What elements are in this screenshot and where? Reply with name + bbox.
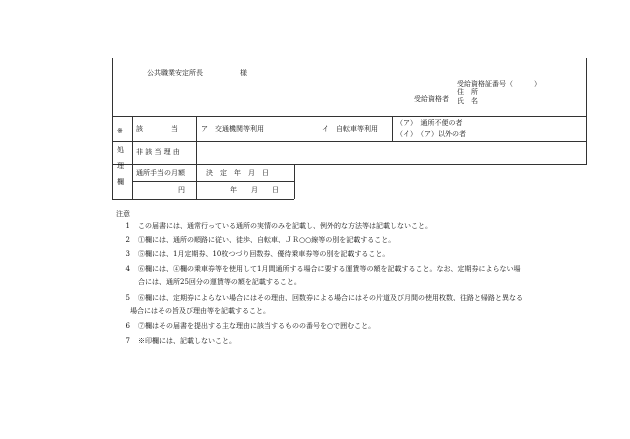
choice-a: （ア） 通所不便の者: [396, 119, 463, 127]
processing-char-3: 欄: [117, 178, 124, 186]
note-item: 2 ①欄には、通所の順路に従い、徒歩、自転車、ＪＲ○○線等の別を記載すること。: [125, 236, 396, 244]
note-item: 3 ⑤欄には、1月定期券、10枚つづり回数券、優待乗車券等の別を記載すること。: [125, 250, 390, 258]
note-continuation: 合には、通所25回分の運賃等の額を記載すること。: [138, 278, 301, 286]
non-applicable-reason-label: 非 該 当 理 由: [136, 148, 180, 156]
monthly-allowance-label: 通所手当の月額: [136, 169, 185, 177]
note-item: 6 ⑦欄はその届書を提出する主な理由に該当するものの番号を○で囲むこと。: [125, 322, 376, 330]
note-item: 1 この届書には、通常行っている通所の実情のみを記載し、例外的な方法等は記載しないこと。: [125, 222, 432, 230]
choice-i: （イ） （ア）以外の者: [396, 130, 466, 138]
applicant-section-label: 受給資格者: [414, 95, 449, 103]
note-item: 5 ⑥欄には、定期券によらない場合にはその理由、回数券による場合にはその片道及び月間の使用枚数、往路と帰路と異なる: [125, 294, 523, 302]
applicable-label: 該 当: [136, 125, 178, 133]
processing-char-1: 処: [117, 146, 124, 154]
option-i: イ 自転車等利用: [322, 125, 378, 133]
option-a: ア 交通機関等利用: [201, 125, 264, 133]
honorific: 様: [240, 69, 247, 77]
processing-mark: ※: [117, 127, 123, 135]
decision-date-format: 年 月 日: [230, 186, 279, 194]
office-name: 公共職業安定所長: [147, 69, 203, 77]
decision-date-label: 決 定 年 月 日: [206, 169, 269, 177]
address-label: 住 所: [457, 88, 478, 96]
processing-char-2: 理: [117, 162, 124, 170]
note-item: 7 ※印欄には、記載しないこと。: [125, 337, 236, 345]
note-item: 4 ⑥欄には、④欄の乗車券等を使用して1月間通所する場合に要する運賃等の額を記載すること。なお、定期券によらない場: [125, 265, 521, 273]
certificate-number-label: 受給資格証番号（ ）: [457, 80, 541, 88]
note-continuation: 場合にはその旨及び理由等を記載すること。: [130, 307, 270, 315]
yen-unit: 円: [178, 186, 185, 194]
name-label: 氏 名: [457, 97, 478, 105]
notes-title: 注意: [116, 210, 130, 218]
